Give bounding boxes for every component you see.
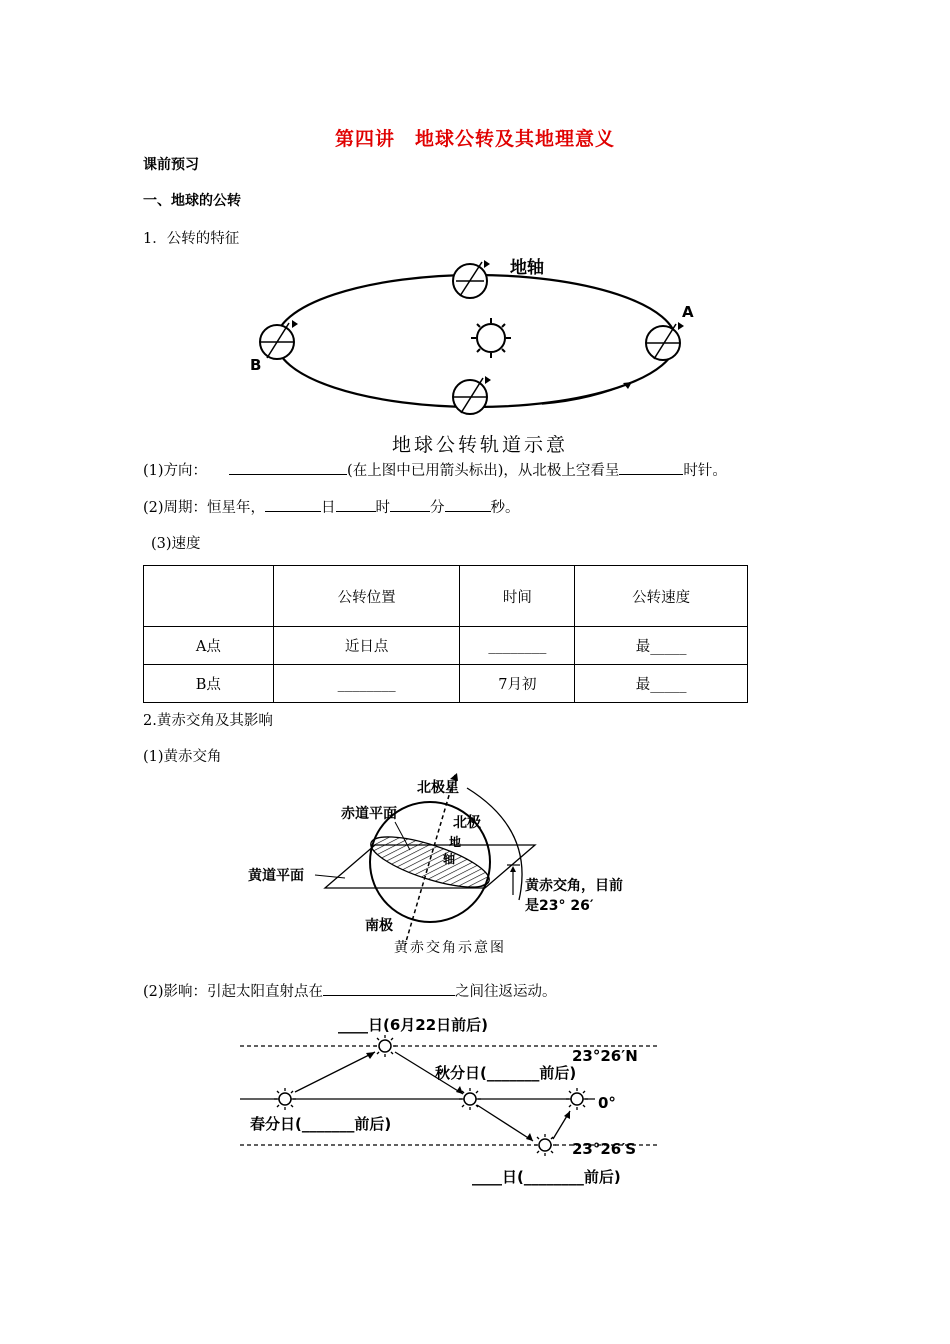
period-second-unit: 秒。 xyxy=(490,500,520,516)
polaris-label: 北极星 xyxy=(417,780,459,796)
label-b: B xyxy=(250,356,262,374)
table-cell: B点 xyxy=(144,665,274,703)
sun-icon xyxy=(471,318,511,358)
item-obliquity-sub: (1)黄赤交角 xyxy=(143,749,222,765)
blank-days[interactable] xyxy=(265,496,321,512)
earth-right-icon xyxy=(646,322,684,360)
blank-hours[interactable] xyxy=(336,496,376,512)
page-title: 第四讲 地球公转及其地理意义 xyxy=(334,128,615,150)
period-hour-unit: 时 xyxy=(375,500,391,516)
obliquity-caption: 黄赤交角示意图 xyxy=(394,940,506,956)
ecliptic-plane-label: 黄道平面 xyxy=(248,868,304,884)
equator-label: 0° xyxy=(598,1094,616,1112)
south-pole-label: 南极 xyxy=(365,918,393,934)
blank-range[interactable] xyxy=(323,980,455,996)
sun-migration-diagram xyxy=(235,1008,675,1193)
axis-char-1: 地 xyxy=(449,835,462,849)
item-revolution-features: 1．公转的特征 xyxy=(143,231,240,247)
question-direction-middle: (在上图中已用箭头标出)，从北极上空看呈 xyxy=(347,463,620,479)
period-minute-unit: 分 xyxy=(430,500,445,516)
table-cell[interactable]: ________ xyxy=(460,627,575,665)
table-cell[interactable]: ________ xyxy=(273,665,460,703)
question-direction-suffix: 时针。 xyxy=(683,463,727,479)
sun-summer-icon xyxy=(374,1035,396,1057)
table-cell: 近日点 xyxy=(273,627,460,665)
north-latitude-label: 23°26′N xyxy=(572,1047,638,1065)
earth-left-icon xyxy=(260,320,298,359)
question-period xyxy=(143,496,520,517)
table-header-cell: 公转位置 xyxy=(273,566,460,627)
table-row xyxy=(144,665,748,703)
item-obliquity: 2.黄赤交角及其影响 xyxy=(143,713,273,729)
question-direction-prefix: (1)方向： xyxy=(143,463,208,479)
blank-minutes[interactable] xyxy=(390,496,430,512)
south-latitude-label: 23°26′S xyxy=(572,1140,637,1158)
effect-prefix: (2)影响：引起太阳直射点在 xyxy=(143,984,324,1000)
spring-equinox-label: 春分日(_______前后) xyxy=(250,1115,392,1133)
section-heading-revolution: 一、地球的公转 xyxy=(143,193,241,209)
question-direction xyxy=(143,459,727,480)
question-effect xyxy=(143,980,557,1001)
north-pole-label: 北极 xyxy=(453,815,481,831)
autumn-equinox-label: 秋分日(_______前后) xyxy=(435,1064,577,1082)
earth-top-icon xyxy=(453,260,490,298)
period-prefix: (2)周期：恒星年， xyxy=(143,500,266,516)
obliquity-diagram xyxy=(245,770,655,960)
angle-note-1: 黄赤交角，目前 xyxy=(525,878,623,894)
equator-plane-label: 赤道平面 xyxy=(341,806,397,822)
blank-direction[interactable] xyxy=(229,459,347,475)
axis-label: 地轴 xyxy=(510,258,544,278)
preview-heading: 课前预习 xyxy=(143,157,199,173)
table-header-cell: 公转速度 xyxy=(575,566,748,627)
earth-bottom-icon xyxy=(453,376,491,414)
summer-solstice-label: ____日(6月22日前后) xyxy=(338,1016,489,1034)
blank-clockwise[interactable] xyxy=(619,459,683,475)
orbit-caption: 地球公转轨道示意 xyxy=(391,434,569,455)
table-header-cell xyxy=(144,566,274,627)
table-cell: A点 xyxy=(144,627,274,665)
table-cell: 7月初 xyxy=(460,665,575,703)
table-cell[interactable]: 最_____ xyxy=(575,627,748,665)
effect-suffix: 之间往返运动。 xyxy=(455,984,557,1000)
period-day-unit: 日 xyxy=(321,500,336,516)
label-a: A xyxy=(682,303,694,321)
axis-char-2: 轴 xyxy=(443,852,456,866)
angle-note-2: 是23° 26′ xyxy=(525,898,594,914)
table-header-cell: 时间 xyxy=(460,566,575,627)
blank-seconds[interactable] xyxy=(445,496,491,512)
question-speed: (3)速度 xyxy=(151,536,201,552)
winter-solstice-label: ____日(________前后) xyxy=(472,1168,621,1186)
table-row xyxy=(144,627,748,665)
table-cell[interactable]: 最_____ xyxy=(575,665,748,703)
orbit-diagram xyxy=(240,250,720,455)
table-header-row xyxy=(144,566,748,627)
speed-table xyxy=(143,565,748,703)
